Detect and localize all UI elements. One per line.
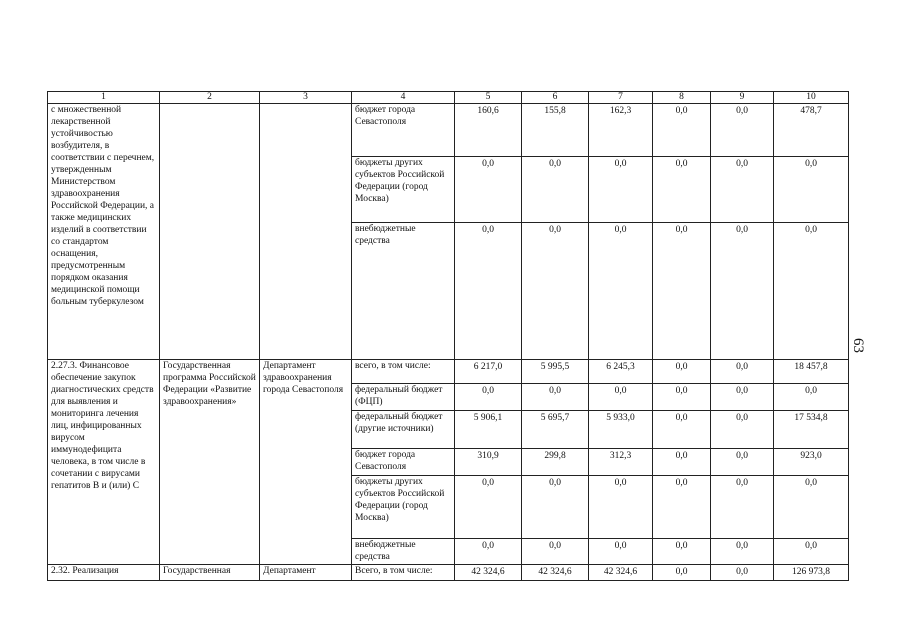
value-cell-10: 478,7 [774,104,849,157]
header-cell: 8 [653,92,711,104]
header-cell: 3 [260,92,352,104]
value-cell-5: 0,0 [455,157,522,223]
header-cell: 5 [455,92,522,104]
program-cell [160,104,260,360]
value-cell-5: 0,0 [455,539,522,565]
value-cell-6: 0,0 [522,539,589,565]
funding-source-cell: внебюджетные средства [352,539,455,565]
table-row [48,360,849,384]
value-cell-9: 0,0 [711,565,774,581]
activity-description-cell: с множественной лекарственной устойчивостью возбудителя, в соответствии с перечнем, утвержденным Министерством здравоохранения Российской Федерации, а также медицинских изделий в соответствии со стандартом оснащения, предусмотренным порядком оказания медицинской помощи больным туберкулезом [48,104,160,360]
header-cell: 2 [160,92,260,104]
value-cell-8: 0,0 [653,539,711,565]
value-cell-6: 155,8 [522,104,589,157]
table-row [48,565,849,581]
program-cell: Государственная программа Российской Федерации «Развитие здравоохранения» [160,360,260,565]
value-cell-8: 0,0 [653,411,711,449]
funding-source-cell: внебюджетные средства [352,223,455,360]
value-cell-8: 0,0 [653,565,711,581]
executor-cell [260,104,352,360]
value-cell-10: 923,0 [774,449,849,476]
header-cell: 10 [774,92,849,104]
value-cell-8: 0,0 [653,384,711,411]
value-cell-7: 6 245,3 [589,360,653,384]
activity-description-cell: 2.32. Реализация [48,565,160,581]
funding-source-cell: бюджет города Севастополя [352,104,455,157]
value-cell-7: 312,3 [589,449,653,476]
header-cell: 4 [352,92,455,104]
executor-cell: Департамент [260,565,352,581]
value-cell-6: 42 324,6 [522,565,589,581]
value-cell-7: 162,3 [589,104,653,157]
value-cell-8: 0,0 [653,449,711,476]
value-cell-5: 0,0 [455,476,522,539]
value-cell-10: 18 457,8 [774,360,849,384]
value-cell-7: 0,0 [589,223,653,360]
header-cell: 7 [589,92,653,104]
value-cell-9: 0,0 [711,157,774,223]
value-cell-7: 0,0 [589,539,653,565]
value-cell-8: 0,0 [653,157,711,223]
value-cell-7: 42 324,6 [589,565,653,581]
header-cell: 1 [48,92,160,104]
value-cell-8: 0,0 [653,104,711,157]
value-cell-10: 0,0 [774,539,849,565]
value-cell-9: 0,0 [711,449,774,476]
value-cell-9: 0,0 [711,223,774,360]
value-cell-6: 0,0 [522,223,589,360]
value-cell-8: 0,0 [653,360,711,384]
value-cell-10: 126 973,8 [774,565,849,581]
value-cell-7: 5 933,0 [589,411,653,449]
value-cell-10: 0,0 [774,157,849,223]
value-cell-6: 299,8 [522,449,589,476]
value-cell-7: 0,0 [589,384,653,411]
funding-source-cell: бюджет города Севастополя [352,449,455,476]
value-cell-9: 0,0 [711,360,774,384]
value-cell-5: 5 906,1 [455,411,522,449]
value-cell-6: 0,0 [522,384,589,411]
funding-source-cell: бюджеты других субъектов Российской Федерации (город Москва) [352,476,455,539]
value-cell-9: 0,0 [711,104,774,157]
value-cell-6: 5 995,5 [522,360,589,384]
executor-cell: Департамент здравоохранения города Севастополя [260,360,352,565]
budget-table [47,91,849,581]
value-cell-8: 0,0 [653,223,711,360]
value-cell-6: 0,0 [522,476,589,539]
value-cell-9: 0,0 [711,539,774,565]
value-cell-10: 0,0 [774,384,849,411]
table-row [48,104,849,157]
value-cell-9: 0,0 [711,411,774,449]
header-cell: 9 [711,92,774,104]
value-cell-5: 310,9 [455,449,522,476]
value-cell-10: 17 534,8 [774,411,849,449]
funding-source-cell: федеральный бюджет (ФЦП) [352,384,455,411]
header-cell: 6 [522,92,589,104]
value-cell-6: 0,0 [522,157,589,223]
value-cell-5: 0,0 [455,223,522,360]
header-row [48,92,849,104]
value-cell-7: 0,0 [589,476,653,539]
value-cell-5: 160,6 [455,104,522,157]
funding-source-cell: Всего, в том числе: [352,565,455,581]
value-cell-5: 0,0 [455,384,522,411]
value-cell-10: 0,0 [774,223,849,360]
value-cell-6: 5 695,7 [522,411,589,449]
funding-source-cell: всего, в том числе: [352,360,455,384]
value-cell-7: 0,0 [589,157,653,223]
value-cell-8: 0,0 [653,476,711,539]
value-cell-5: 42 324,6 [455,565,522,581]
page-number: 63 [850,338,866,353]
activity-description-cell: 2.27.3. Финансовое обеспечение закупок диагностических средств для выявления и мониторинга лечения лиц, инфицированных вирусом иммунодефицита человека, в том числе в сочетании с вирусами гепатитов В и (или) С [48,360,160,565]
value-cell-9: 0,0 [711,476,774,539]
value-cell-10: 0,0 [774,476,849,539]
funding-source-cell: федеральный бюджет (другие источники) [352,411,455,449]
program-cell: Государственная [160,565,260,581]
value-cell-5: 6 217,0 [455,360,522,384]
value-cell-9: 0,0 [711,384,774,411]
funding-source-cell: бюджеты других субъектов Российской Федерации (город Москва) [352,157,455,223]
